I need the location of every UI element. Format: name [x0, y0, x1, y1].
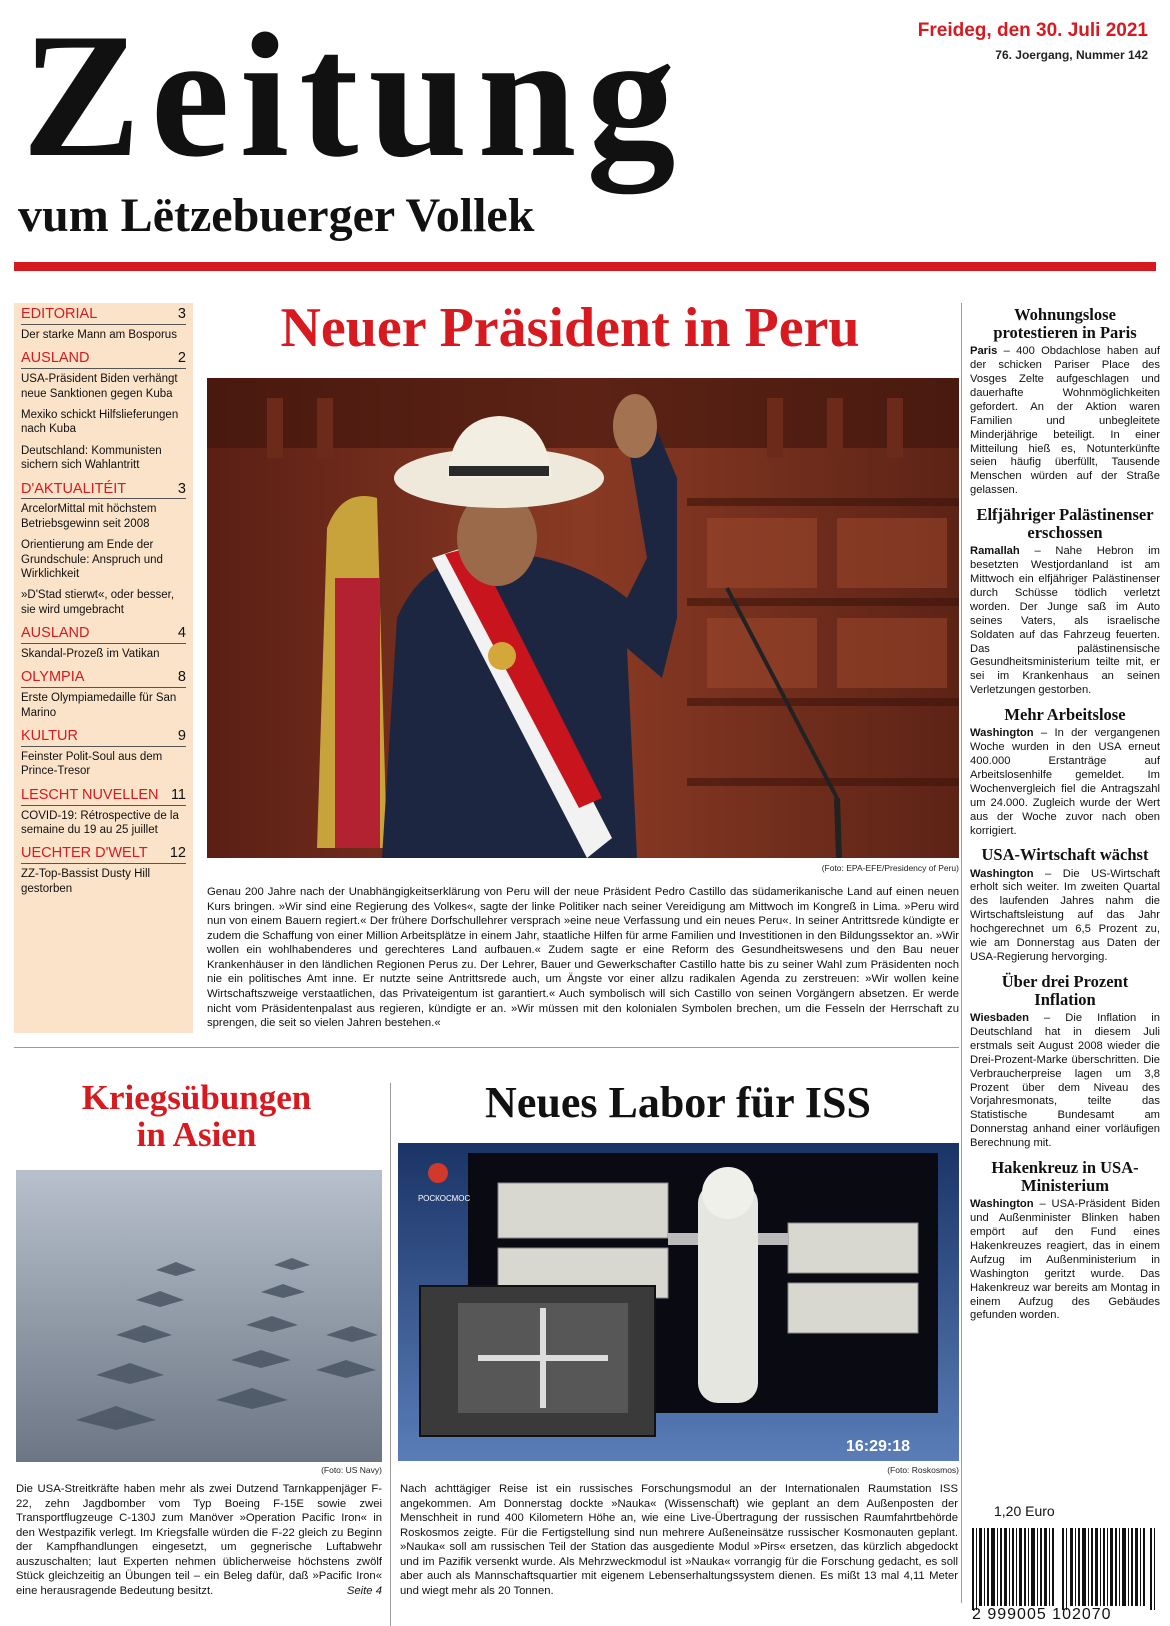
lead-article-body: Genau 200 Jahre nach der Unabhängigkeitserklärung von Peru will der neue Präsident Pedro Castillo das südamerikanische Land auf einen neuen Kurs bringen. »Wir sind eine Regierung des Volkes«, sagte der linke Politiker nach seiner Vereidigung am Mittwoch im Kongreß in Lima. »Peru wird nun von einem Bauern regiert.« Der frühere Dorfschullehrer versprach »eine neue Verfassung und ein neues Peru«. In seiner Antrittsrede kündigte er zudem die Schaffung von einer Million Arbeitsplätze in einem Jahr, staatliche Hilfen für arme Familien und Investitionen in den Bildungssektor an. »Wir wollen ein wohlhabenderes und gerechteres Land aufbauen.« Zudem sagte er eine Reform des Gesundheitswesens und den Bau neuer Krankenhäuser in den ländlichen Regionen Perus zu. Der Lehrer, Bauer und Gewerkschafter Castillo hatte bis zu seiner Wahl zum Präsidenten noch nie ein politisches Amt inne. Er nutzte seine Antrittsrede auch, um Ängste vor einer allzu radikalen Agenda zu zerstreuen: »Wir wollen keine Wirtschaftszweige verstaatlichen, das Privateigentum ist garantiert.« Auch symbolisch will sich Castillo von seinen Vorgängern absetzen. Er werde nicht vom Präsidentenpalast aus regieren, kündigte er an. »Wir müssen mit den kolonialen Symbolen brechen, um die Fesseln der Herrschaft zu sprengen, die seit so vielen Jahren bestehen.«: [207, 886, 959, 1030]
barcode-number: 2 999005 102070: [972, 1606, 1112, 1623]
toc-section-title: AUSLAND: [21, 625, 90, 642]
toc-section[interactable]: [21, 351, 186, 472]
toc-section[interactable]: [21, 670, 186, 720]
news-brief[interactable]: [970, 973, 1160, 1151]
photo-credit: (Foto: US Navy): [321, 1465, 382, 1475]
toc-section[interactable]: [21, 729, 186, 779]
toc-item[interactable]: Deutschland: Kommunisten sichern sich Wahlantritt: [21, 444, 162, 472]
brief-body: – 400 Obdachlose haben auf der schicken Pariser Place des Vosges Zelte aufgeschlagen und dauerhafte Wohnmöglichkeiten gefordert. An der Aktion waren Familien und unbegleitete Minderjährige beteiligt. In einer Mitteilung hieß es, Notunterkünfte seien häufig überfüllt, Tausende Menschen würden auf der Straße gelassen.: [970, 345, 1160, 497]
toc-page-number: 3: [177, 480, 186, 497]
masthead-divider: [14, 262, 1156, 271]
brief-dateline: Paris: [970, 345, 998, 358]
masthead-title: Zeitung: [22, 0, 686, 194]
toc-section-title: UECHTER D'WELT: [21, 845, 148, 862]
fighter-jets-photo: [16, 1170, 382, 1462]
photo-credit: (Foto: EPA-EFE/Presidency of Peru): [821, 863, 959, 873]
military-article-body: [16, 1482, 382, 1599]
brief-text: [970, 727, 1160, 838]
toc-item[interactable]: Der starke Mann am Bosporus: [21, 328, 177, 341]
news-brief[interactable]: [970, 706, 1160, 838]
brief-text: [970, 868, 1160, 965]
news-brief[interactable]: [970, 846, 1160, 964]
roskosmos-logo-text: РОСКОСМОС: [418, 1194, 471, 1203]
toc-page-number: 12: [169, 845, 186, 862]
brief-body: – Die Inflation in Deutschland hat in diesem Juli erstmals seit August 2008 wieder die Drei-Prozent-Marke überschritten. Die Verbraucherpreise lagen um 3,8 Prozent über dem Niveau des Vorjahresmonats, teilte das Statistische Bundesamt am Donnerstag anhand einer vorläufigen Berechnung mit.: [970, 1012, 1160, 1150]
barcode-icon: [972, 1528, 1157, 1610]
toc-page-number: 8: [177, 669, 186, 686]
toc-page-number: 2: [177, 350, 186, 367]
toc-page-number: 4: [177, 625, 186, 642]
toc-page-number: 9: [177, 728, 186, 745]
toc-item[interactable]: USA-Präsident Biden verhängt neue Sanktionen gegen Kuba: [21, 373, 178, 400]
toc-page-number: 3: [177, 306, 186, 322]
toc-item[interactable]: Orientierung am Ende der Grundschule: Anspruch und Wirklichkeit: [21, 539, 163, 580]
iss-article-body: Nach achttägiger Reise ist ein russisches Forschungsmodul an der Internationalen Raumstation ISS angekommen. Am Donnerstag dockte »Nauka« (Wissenschaft) wie geplant an dem Außenposten der Menschheit in rund 400 Kilometern Höhe an, wie eine Live-Übertragung der russischen Raumfahrtbehörde Roskosmos zeigte. Für die Fertigstellung sind nun mehrere Außeneinsätze russischer Kosmonauten geplant. »Nauka« soll am russischen Teil der Station das ausgediente Modul »Pirs« ersetzen, das kürzlich abgedockt und im Pazifik versenkt wurde. Als Mehrzweckmodul ist »Nauka« vorrangig für die Forschung gedacht, es soll aber auch als Mannschaftsquartier mit eigenem Lebenserhaltungssystem dienen. Es mißt 13 mal 4,11 Meter und wiegt mehr als 20 Tonnen.: [400, 1483, 958, 1597]
toc-section-title: KULTUR: [21, 728, 78, 745]
toc-item[interactable]: Mexiko schickt Hilfslieferungen nach Kuba: [21, 409, 179, 436]
toc-item[interactable]: Feinster Polit-Soul aus dem Prince-Tresor: [21, 751, 163, 778]
headline-line: Kriegsübungen: [81, 1078, 312, 1117]
price: 1,20 Euro: [994, 1503, 1055, 1519]
toc-section-title: D'AKTUALITÉIT: [21, 480, 127, 497]
masthead-subtitle: vum Lëtzebuerger Vollek: [18, 189, 535, 242]
brief-title[interactable]: Wohnungslose protestieren in Paris: [993, 305, 1137, 343]
space-station-illustration: [398, 1143, 959, 1461]
toc-section-title: AUSLAND: [21, 350, 90, 367]
brief-dateline: Wiesbaden: [970, 1012, 1029, 1025]
toc-page-number: 11: [170, 786, 186, 803]
president-photo-illustration: [207, 378, 959, 858]
brief-dateline: Washington: [970, 1198, 1034, 1211]
toc-section[interactable]: [21, 788, 186, 838]
toc-item[interactable]: ZZ-Top-Bassist Dusty Hill gestorben: [21, 868, 151, 895]
headline-line: in Asien: [136, 1114, 257, 1154]
brief-text: [970, 1012, 1160, 1151]
toc-section-title: LESCHT NUVELLEN: [21, 786, 159, 803]
toc-section-title: OLYMPIA: [21, 669, 85, 686]
news-brief[interactable]: [970, 306, 1160, 498]
issue-date: Freideg, den 30. Juli 2021: [917, 20, 1148, 41]
toc-section[interactable]: [21, 307, 186, 342]
continued-on-page[interactable]: Seite 4: [346, 1584, 382, 1597]
brief-title[interactable]: Mehr Arbeitslose: [1004, 705, 1126, 725]
toc-item[interactable]: COVID-19: Rétrospective de la semaine du 19 au 25 juillet: [21, 809, 179, 837]
brief-title[interactable]: Elfjähriger Palästinenser erschossen: [976, 505, 1154, 543]
brief-body: – Die US-Wirtschaft erholt sich weiter. Im zweiten Quartal des laufenden Jahres nahm die Wirtschaftsleistung auf das Jahr hochgerechnet um 6,5 Prozent zu, wie am Donnerstag aus Daten der USA-Regierung hervorging.: [970, 867, 1160, 963]
brief-dateline: Washington: [970, 727, 1034, 740]
military-headline[interactable]: [14, 1080, 379, 1154]
lead-photo: [207, 378, 959, 858]
brief-body: – Nahe Hebron im besetzten Westjordanland ist am Mittwoch ein elfjähriger Palästinenser durch Schüsse tödlich verletzt worden. Der Junge saß im Auto seines Vaters, als israelische Soldaten auf das Fahrzeug feuerten. Das palästinensische Gesundheitsministerium teilte mit, er sei im Krankenhaus an seinen Verletzungen gestorben.: [970, 545, 1160, 697]
brief-title[interactable]: Über drei Prozent Inflation: [1001, 971, 1129, 1009]
article-text: Die USA-Streitkräfte haben mehr als zwei Dutzend Tarnkappenjäger F-22, zehn Jagdbomber vom Typ Boeing F-15E sowie zwei Transportflugzeuge C-130J zum Manöver »Operation Pacific Iron« in den Westpazifik verlegt. Im Kriegsfalle würden die F-22 gleich zu Beginn der Kampfhandlungen eingesetzt, um gegnerische Luftabwehr auszuschalten; laut Experten nehmen üblicherweise höchstens zwölf Stück gleichzeitig an Übungen teil – ein Beleg dafür, daß »Pacific Iron« eine herausragende Bedeutung besitzt.: [16, 1483, 382, 1597]
brief-dateline: Ramallah: [970, 545, 1020, 558]
brief-body: – In der vergangenen Woche wurden in den USA erneut 400.000 Erstanträge auf Arbeitslosenhilfe gemeldet. Im Wochenvergleich fiel die Antragszahl um 24.000. Zugleich wurde der Wert aus der Woche zuvor nach oben korrigiert.: [970, 727, 1160, 837]
brief-body: – USA-Präsident Biden und Außenminister Blinken haben empört auf den Fund eines Hakenkreuzes reagiert, das in einem Aufzug im Außenministerium in Washington geritzt wurde. Das Hakenkreuz war bereits am Montag in einem Aufzug des Gebäudes gefunden worden.: [970, 1198, 1160, 1322]
news-brief[interactable]: [970, 1159, 1160, 1323]
section-divider: [14, 1047, 959, 1048]
toc-item[interactable]: Skandal-Prozeß im Vatikan: [21, 648, 160, 660]
jets-illustration: [16, 1170, 382, 1462]
iss-headline[interactable]: Neues Labor für ISS: [485, 1078, 871, 1127]
news-brief[interactable]: [970, 506, 1160, 698]
column-divider: [390, 1083, 391, 1626]
brief-text: [970, 345, 1160, 498]
toc-section[interactable]: [21, 846, 186, 896]
toc-section[interactable]: [21, 626, 186, 661]
photo-credit: (Foto: Roskosmos): [887, 1465, 959, 1475]
table-of-contents: [14, 303, 193, 1033]
brief-text: [970, 545, 1160, 698]
toc-item[interactable]: ArcelorMittal mit höchstem Betriebsgewinn seit 2008: [21, 503, 157, 530]
toc-item[interactable]: »D'Stad stierwt«, oder besser, sie wird umgebracht: [21, 589, 175, 616]
lead-headline[interactable]: Neuer Präsident in Peru: [280, 297, 860, 359]
toc-item[interactable]: Erste Olympiamedaille für San Marino: [21, 692, 177, 719]
toc-section-title: EDITORIAL: [21, 306, 98, 322]
brief-title[interactable]: Hakenkreuz in USA-Ministerium: [991, 1157, 1139, 1196]
iss-photo: [398, 1143, 959, 1461]
video-timestamp: 16:29:18: [846, 1438, 911, 1455]
brief-title[interactable]: USA-Wirtschaft wächst: [981, 845, 1149, 865]
column-divider: [961, 303, 962, 1603]
brief-dateline: Washington: [970, 867, 1034, 880]
brief-text: [970, 1198, 1160, 1323]
news-briefs-column: [970, 306, 1160, 1331]
toc-section[interactable]: [21, 482, 186, 618]
issue-number: 76. Joergang, Nummer 142: [995, 48, 1148, 62]
